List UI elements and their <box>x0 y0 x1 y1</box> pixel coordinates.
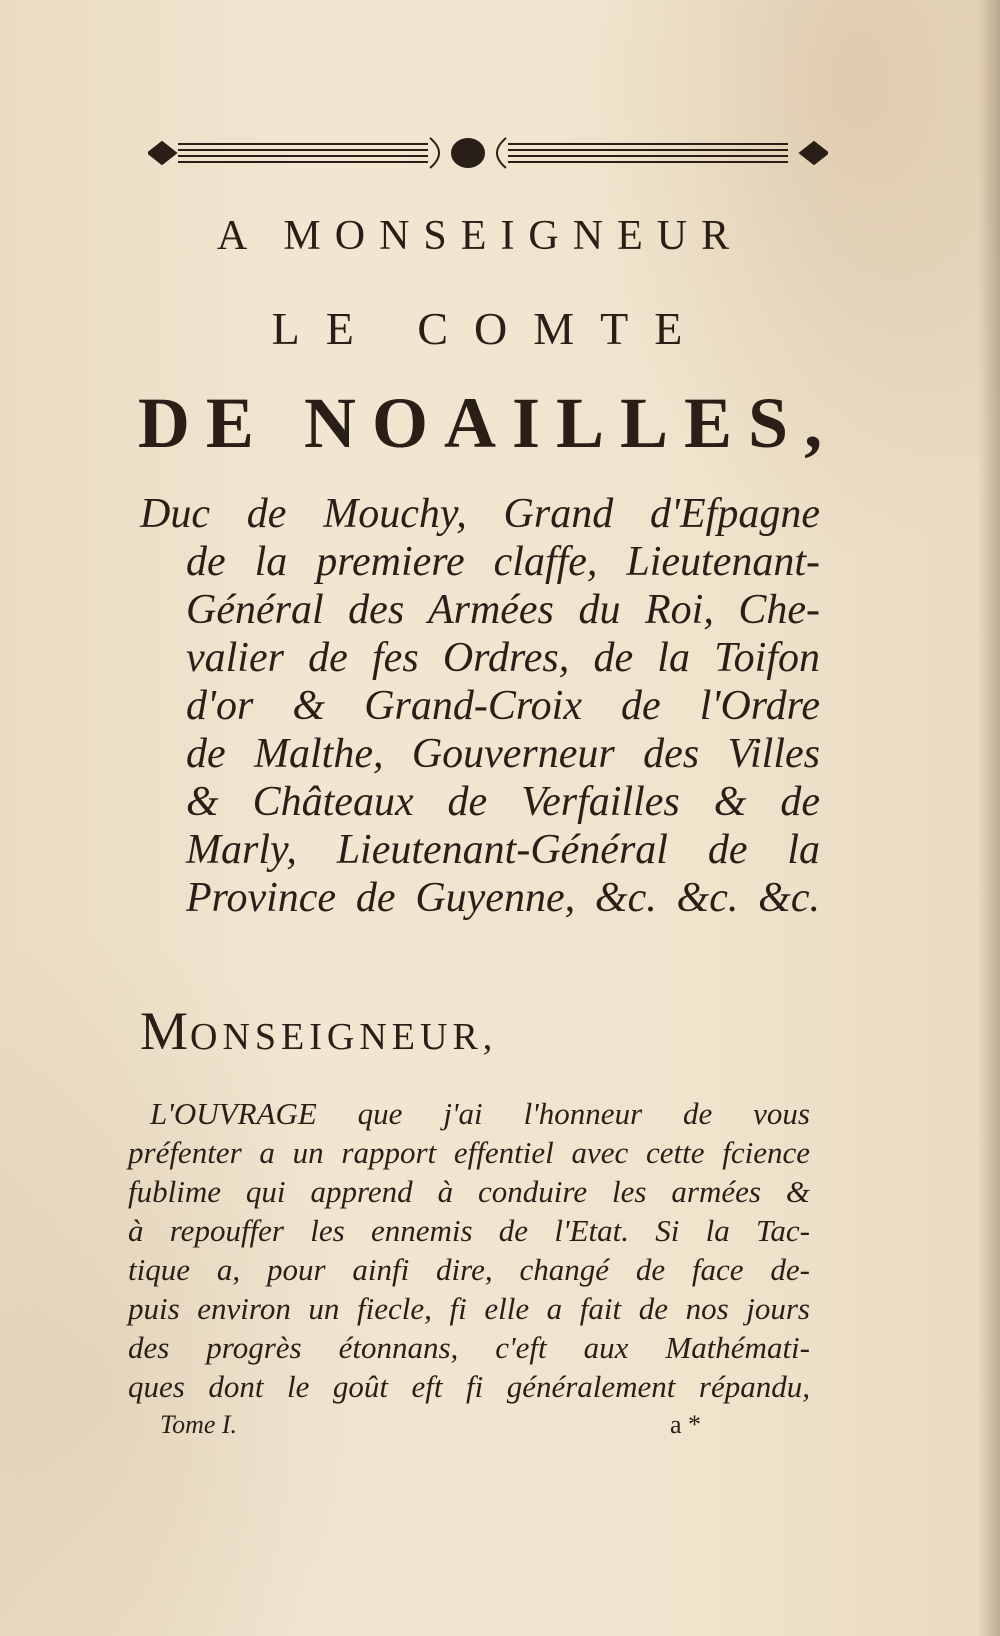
title-line: Marly, Lieutenant-Général de la <box>186 827 820 873</box>
title-line: & Châteaux de Verfailles & de <box>186 779 820 825</box>
body-line: ques dont le goût eft fi généralement répandu, <box>128 1369 810 1404</box>
title-line: de la premiere claffe, Lieutenant- <box>186 539 820 585</box>
salutation <box>140 1000 497 1062</box>
body-line: fublime qui apprend à conduire les armées & <box>128 1174 810 1209</box>
volume-label: Tome I. <box>160 1410 238 1439</box>
dedication-line-1: A MONSEIGNEUR <box>216 213 744 259</box>
titles-block <box>140 490 820 922</box>
title-line: valier de fes Ordres, de la Toifon <box>186 635 820 681</box>
title-line: d'or & Grand-Croix de l'Ordre <box>186 683 820 729</box>
body-paragraph <box>128 1094 810 1406</box>
dedication-name: DE NOAILLES, <box>137 383 839 463</box>
title-line: Duc de Mouchy, Grand d'Efpagne <box>140 491 820 537</box>
header-ornament-icon <box>148 128 828 176</box>
body-line: à repouffer les ennemis de l'Etat. Si la Tac- <box>128 1213 810 1248</box>
title-line: Province de Guyenne, &c. &c. &c. <box>186 875 820 921</box>
body-line: des progrès étonnans, c'eft aux Mathémati- <box>128 1330 810 1365</box>
dedication-line-2: LE COMTE <box>271 303 709 354</box>
body-line: L'OUVRAGE que j'ai l'honneur de vous <box>150 1096 810 1131</box>
salutation-initial: M <box>140 1001 191 1061</box>
body-line: tique a, pour ainfi dire, changé de face de- <box>128 1252 810 1287</box>
body-line: préfenter a un rapport effentiel avec cette fcience <box>128 1135 810 1170</box>
salutation-rest: ONSEIGNEUR, <box>190 1016 498 1058</box>
body-line: puis environ un fiecle, fi elle a fait de nos jours <box>128 1291 810 1326</box>
title-line: Général des Armées du Roi, Che- <box>186 587 820 633</box>
page-edge-shadow <box>978 0 1000 1636</box>
signature-mark: a * <box>670 1410 702 1439</box>
title-line: de Malthe, Gouverneur des Villes <box>186 731 820 777</box>
